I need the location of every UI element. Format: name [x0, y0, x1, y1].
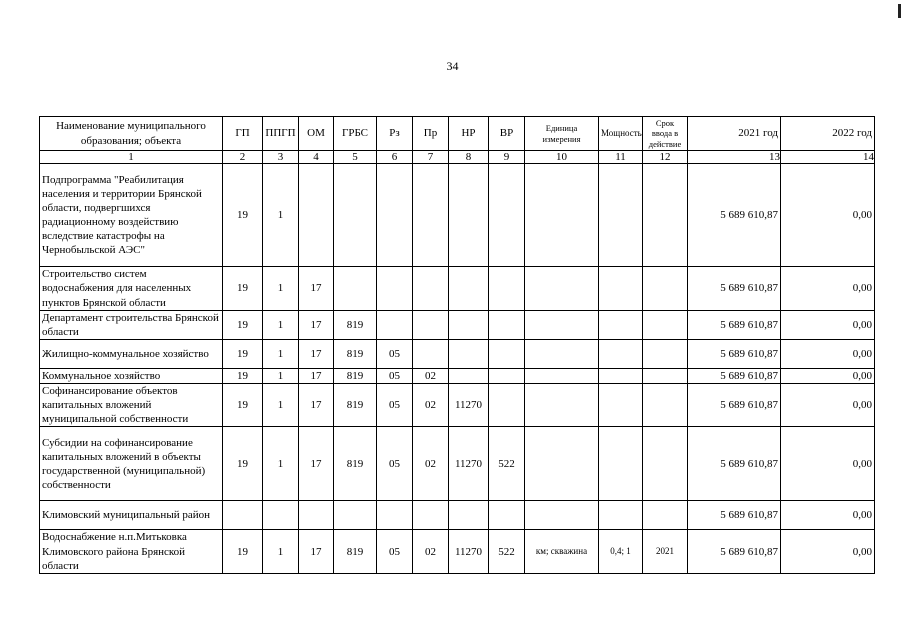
- nr-cell: [449, 340, 489, 369]
- rz-cell: 05: [377, 369, 413, 384]
- header-name: Наименование муниципального образования; объекта: [40, 117, 223, 151]
- budget-table: [39, 116, 875, 574]
- row-name-cell: Департамент строительства Брянской области: [40, 311, 223, 340]
- amount-2021-cell: 5 689 610,87: [688, 384, 781, 427]
- index-cell: 14: [781, 151, 875, 164]
- term-cell: [643, 164, 688, 267]
- om-cell: 17: [299, 427, 334, 501]
- index-cell: 9: [489, 151, 525, 164]
- grbs-cell: [334, 501, 377, 530]
- ppgp-cell: 1: [263, 164, 299, 267]
- nr-cell: [449, 267, 489, 311]
- ppgp-cell: 1: [263, 530, 299, 573]
- table-row: [40, 164, 875, 267]
- gp-cell: 19: [223, 384, 263, 427]
- grbs-cell: 819: [334, 530, 377, 573]
- amount-2022-cell: 0,00: [781, 384, 875, 427]
- term-cell: [643, 501, 688, 530]
- row-name-cell: Софинансирование объектов капитальных вложений муниципальной собственности: [40, 384, 223, 427]
- page-edge-mark: [898, 4, 901, 18]
- amount-2022-cell: 0,00: [781, 164, 875, 267]
- nr-cell: [449, 369, 489, 384]
- unit-cell: [525, 369, 599, 384]
- amount-2021-cell: 5 689 610,87: [688, 164, 781, 267]
- header-nr: НР: [449, 117, 489, 151]
- header-2022: 2022 год: [781, 117, 875, 151]
- term-cell: 2021: [643, 530, 688, 573]
- ppgp-cell: 1: [263, 267, 299, 311]
- unit-cell: [525, 427, 599, 501]
- rz-cell: [377, 267, 413, 311]
- nr-cell: [449, 164, 489, 267]
- amount-2021-cell: 5 689 610,87: [688, 501, 781, 530]
- vr-cell: [489, 384, 525, 427]
- table-header-row: [40, 117, 875, 151]
- pr-cell: [413, 164, 449, 267]
- row-name-cell: Водоснабжение н.п.Митьковка Климовского района Брянской области: [40, 530, 223, 573]
- grbs-cell: [334, 164, 377, 267]
- amount-2021-cell: 5 689 610,87: [688, 311, 781, 340]
- power-cell: [599, 369, 643, 384]
- table-row: [40, 267, 875, 311]
- vr-cell: [489, 164, 525, 267]
- unit-cell: [525, 311, 599, 340]
- page-number: 34: [446, 59, 459, 73]
- header-vr: ВР: [489, 117, 525, 151]
- ppgp-cell: 1: [263, 340, 299, 369]
- amount-2021-cell: 5 689 610,87: [688, 427, 781, 501]
- header-rz: Рз: [377, 117, 413, 151]
- index-cell: 11: [599, 151, 643, 164]
- index-cell: 3: [263, 151, 299, 164]
- index-cell: 7: [413, 151, 449, 164]
- pr-cell: [413, 340, 449, 369]
- vr-cell: [489, 501, 525, 530]
- om-cell: 17: [299, 369, 334, 384]
- row-name-cell: Субсидии на софинансирование капитальных вложений в объекты государственной (муниципальной) собственности: [40, 427, 223, 501]
- term-cell: [643, 384, 688, 427]
- grbs-cell: 819: [334, 369, 377, 384]
- gp-cell: 19: [223, 311, 263, 340]
- unit-cell: [525, 384, 599, 427]
- table-row: [40, 311, 875, 340]
- header-power: Мощность: [599, 117, 643, 151]
- om-cell: 17: [299, 340, 334, 369]
- amount-2021-cell: 5 689 610,87: [688, 267, 781, 311]
- index-cell: 2: [223, 151, 263, 164]
- term-cell: [643, 267, 688, 311]
- power-cell: [599, 384, 643, 427]
- amount-2022-cell: 0,00: [781, 427, 875, 501]
- rz-cell: 05: [377, 427, 413, 501]
- rz-cell: 05: [377, 384, 413, 427]
- rz-cell: 05: [377, 530, 413, 573]
- pr-cell: [413, 501, 449, 530]
- amount-2022-cell: 0,00: [781, 530, 875, 573]
- pr-cell: 02: [413, 427, 449, 501]
- vr-cell: [489, 267, 525, 311]
- vr-cell: 522: [489, 530, 525, 573]
- power-cell: [599, 164, 643, 267]
- header-2021: 2021 год: [688, 117, 781, 151]
- nr-cell: [449, 501, 489, 530]
- amount-2022-cell: 0,00: [781, 311, 875, 340]
- table-row: [40, 340, 875, 369]
- grbs-cell: 819: [334, 427, 377, 501]
- pr-cell: 02: [413, 384, 449, 427]
- unit-cell: [525, 340, 599, 369]
- ppgp-cell: 1: [263, 427, 299, 501]
- term-cell: [643, 427, 688, 501]
- index-cell: 10: [525, 151, 599, 164]
- row-name-cell: Коммунальное хозяйство: [40, 369, 223, 384]
- gp-cell: 19: [223, 530, 263, 573]
- rz-cell: [377, 311, 413, 340]
- amount-2022-cell: 0,00: [781, 267, 875, 311]
- amount-2021-cell: 5 689 610,87: [688, 340, 781, 369]
- vr-cell: [489, 369, 525, 384]
- term-cell: [643, 311, 688, 340]
- power-cell: [599, 501, 643, 530]
- table-row: [40, 427, 875, 501]
- header-pr: Пр: [413, 117, 449, 151]
- header-om: ОМ: [299, 117, 334, 151]
- gp-cell: 19: [223, 340, 263, 369]
- amount-2022-cell: 0,00: [781, 340, 875, 369]
- pr-cell: 02: [413, 530, 449, 573]
- header-grbs: ГРБС: [334, 117, 377, 151]
- amount-2021-cell: 5 689 610,87: [688, 369, 781, 384]
- power-cell: [599, 311, 643, 340]
- gp-cell: 19: [223, 369, 263, 384]
- nr-cell: [449, 311, 489, 340]
- index-cell: 5: [334, 151, 377, 164]
- table-row: [40, 530, 875, 573]
- nr-cell: 11270: [449, 530, 489, 573]
- row-name-cell: Жилищно-коммунальное хозяйство: [40, 340, 223, 369]
- om-cell: 17: [299, 311, 334, 340]
- table-row: [40, 369, 875, 384]
- table-row: [40, 501, 875, 530]
- unit-cell: [525, 164, 599, 267]
- ppgp-cell: 1: [263, 384, 299, 427]
- unit-cell: [525, 267, 599, 311]
- amount-2022-cell: 0,00: [781, 501, 875, 530]
- vr-cell: 522: [489, 427, 525, 501]
- row-name-cell: Строительство систем водоснабжения для населенных пунктов Брянской области: [40, 267, 223, 311]
- index-cell: 13: [688, 151, 781, 164]
- nr-cell: 11270: [449, 384, 489, 427]
- gp-cell: 19: [223, 267, 263, 311]
- ppgp-cell: [263, 501, 299, 530]
- unit-cell: км; скважина: [525, 530, 599, 573]
- nr-cell: 11270: [449, 427, 489, 501]
- gp-cell: 19: [223, 427, 263, 501]
- term-cell: [643, 340, 688, 369]
- index-cell: 1: [40, 151, 223, 164]
- index-cell: 8: [449, 151, 489, 164]
- header-unit: Единица измерения: [525, 117, 599, 151]
- pr-cell: [413, 311, 449, 340]
- om-cell: 17: [299, 384, 334, 427]
- om-cell: [299, 501, 334, 530]
- index-cell: 4: [299, 151, 334, 164]
- power-cell: [599, 267, 643, 311]
- index-cell: 6: [377, 151, 413, 164]
- rz-cell: [377, 501, 413, 530]
- column-index-row: [40, 151, 875, 164]
- vr-cell: [489, 340, 525, 369]
- ppgp-cell: 1: [263, 311, 299, 340]
- pr-cell: 02: [413, 369, 449, 384]
- unit-cell: [525, 501, 599, 530]
- gp-cell: 19: [223, 164, 263, 267]
- table-row: [40, 384, 875, 427]
- grbs-cell: 819: [334, 340, 377, 369]
- row-name-cell: Климовский муниципальный район: [40, 501, 223, 530]
- ppgp-cell: 1: [263, 369, 299, 384]
- rz-cell: 05: [377, 340, 413, 369]
- vr-cell: [489, 311, 525, 340]
- amount-2021-cell: 5 689 610,87: [688, 530, 781, 573]
- header-term: Срок ввода в действие: [643, 117, 688, 151]
- gp-cell: [223, 501, 263, 530]
- term-cell: [643, 369, 688, 384]
- grbs-cell: [334, 267, 377, 311]
- power-cell: [599, 427, 643, 501]
- row-name-cell: Подпрограмма "Реабилитация населения и территории Брянской области, подвергшихся радиационному воздействию вследствие катастрофы на Чернобыльской АЭС": [40, 164, 223, 267]
- amount-2022-cell: 0,00: [781, 369, 875, 384]
- power-cell: [599, 340, 643, 369]
- pr-cell: [413, 267, 449, 311]
- index-cell: 12: [643, 151, 688, 164]
- header-gp: ГП: [223, 117, 263, 151]
- rz-cell: [377, 164, 413, 267]
- om-cell: 17: [299, 530, 334, 573]
- om-cell: 17: [299, 267, 334, 311]
- header-ppgp: ППГП: [263, 117, 299, 151]
- power-cell: 0,4; 1: [599, 530, 643, 573]
- om-cell: [299, 164, 334, 267]
- grbs-cell: 819: [334, 384, 377, 427]
- grbs-cell: 819: [334, 311, 377, 340]
